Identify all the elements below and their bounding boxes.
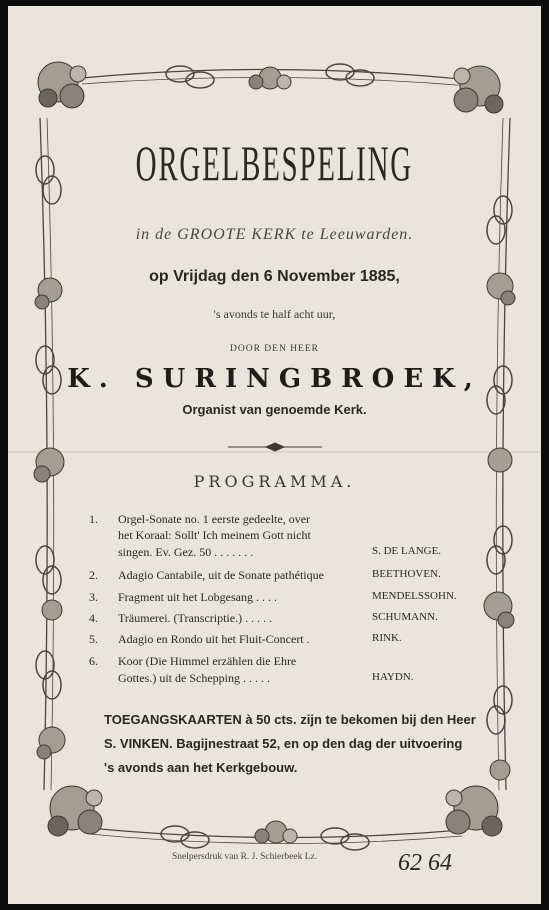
corner-ornament-top-right	[454, 66, 503, 113]
date-line: op Vrijdag den 6 November 1885,	[149, 268, 400, 285]
corner-ornament-top-left	[38, 62, 86, 108]
corner-ornament-bottom-right	[446, 786, 502, 836]
top-center-ornament	[249, 67, 291, 89]
by-line: DOOR DEN HEER	[230, 344, 319, 354]
handwritten-number: 62 64	[398, 850, 452, 876]
composer: S. DE LANGE.	[372, 545, 442, 557]
performer-name: K. SURINGBROEK,	[67, 364, 482, 394]
poster-title: ORGELBESPELING	[135, 135, 413, 191]
composer: SCHUMANN.	[372, 611, 438, 623]
composer: RINK.	[372, 632, 402, 644]
ticket-info-line: S. VINKEN. Bagijnestraat 52, en op den dag der uitvoering	[104, 736, 463, 751]
performer-role: Organist van genoemde Kerk.	[182, 402, 367, 417]
ticket-info-line: 's avonds aan het Kerkgebouw.	[104, 760, 298, 775]
composer: HAYDN.	[372, 671, 414, 683]
composer: MENDELSSOHN.	[372, 590, 457, 602]
corner-ornament-bottom-left	[48, 786, 102, 836]
ticket-info-line: TOEGANGSKAARTEN à 50 cts. zijn te bekomen bij den Heer	[104, 712, 476, 727]
bottom-center-ornament	[255, 821, 297, 843]
programme-heading: PROGRAMMA.	[193, 472, 356, 491]
printer-credit: Snelpersdruk van R. J. Schierbeek Lz.	[172, 852, 318, 862]
poster-subtitle: in de GROOTE KERK te Leeuwarden.	[135, 226, 414, 243]
time-line: 's avonds te half acht uur,	[213, 307, 336, 321]
composer: BEETHOVEN.	[372, 568, 441, 580]
separator-flourish	[228, 443, 322, 451]
